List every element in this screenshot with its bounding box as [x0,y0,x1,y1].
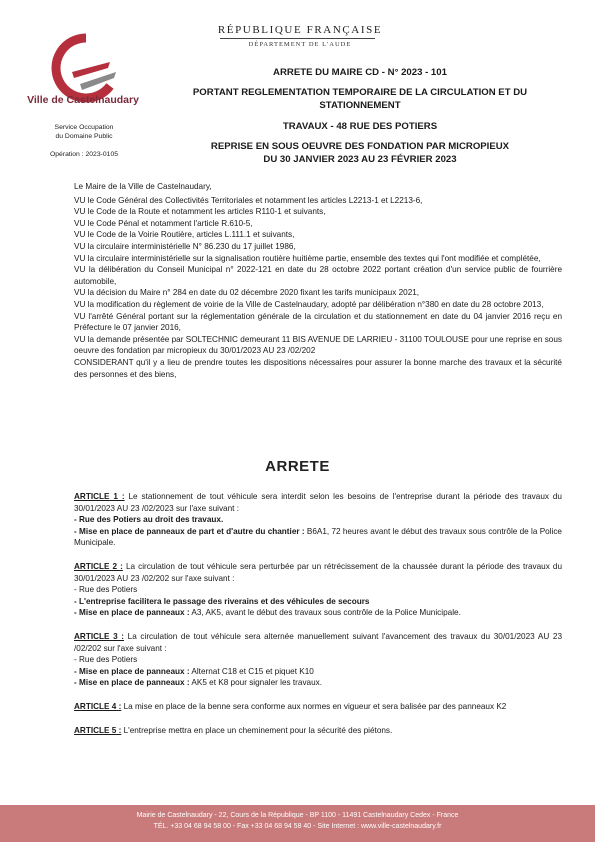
bullet-bold: - Mise en place de panneaux : [74,666,190,676]
vu-item: VU l'arrêté Général portant sur la réglementation générale de la circulation et du stationnement en date du 04 janvier 2016 reçu en Préfecture le 07 janvier 2016, [74,311,562,333]
bullet-text: A3, AK5, avant le début des travaux sous contrôle de la Police Municipale. [189,608,461,618]
vu-item: VU le Code de la Route et notamment les articles R110-1 et suivants, [74,207,326,217]
bullet-text: Alternat C18 et C15 et piquet K10 [189,666,314,676]
arrete-number: ARRETE DU MAIRE CD - N° 2023 - 101 [273,67,447,78]
vu-item: VU la circulaire interministérielle sur la signalisation routière huitième partie, ensemble des textes qui l'ont modifiée et complétée, [74,253,541,263]
article-2-bullet: - L'entreprise facilitera le passage des riverains et des véhicules de secours [74,596,370,606]
vu-item: VU la modification du règlement de voirie de la Ville de Castelnaudary, adopté par délibération n°380 en date du 28 octobre 2013, [74,299,544,309]
article-2 [74,561,562,584]
republique-heading: RÉPUBLIQUE FRANÇAISE [217,24,383,36]
bullet-text: B6A1, 72 heures avant le début des travaux sous contrôle de la Police Municipale. [74,526,562,548]
article-4 [74,701,562,713]
bullet-bold: - Mise en place de panneaux de part et d'autre du chantier : [74,526,305,536]
operation-number: Opération : 2023-0105 [49,151,119,158]
vu-item: VU le Code Général des Collectivités Territoriales et notamment les articles L2213-1 et L2213-6, [74,195,423,205]
footer-contact: TÉL. +33 04 68 94 58 00 - Fax +33 04 68 94 58 40 - Site Internet : www.ville-castelnaudary.fr [153,823,442,830]
travaux-title: TRAVAUX - 48 RUE DES POTIERS [282,121,438,132]
article-4-text: La mise en place de la benne sera conforme aux normes en vigueur et sera balisée par des panneaux K2 [121,701,507,711]
travaux-dates: DU 30 JANVIER 2023 AU 23 FÉVRIER 2023 [263,154,457,165]
considerant-item: CONSIDERANT qu'il y a lieu de prendre toutes les dispositions nécessaires pour assurer la bonne marche des travaux et la sécurité des personnes et des biens, [74,357,562,379]
vu-item: VU le Code Pénal et notamment l'article R.610-5, [74,218,253,228]
article-3-bullet [74,666,562,678]
subject-line-2: STATIONNEMENT [319,100,401,111]
travaux-description [150,140,570,166]
article-3-bullet [74,677,562,689]
vu-item: VU la circulaire interministérielle N° 86.230 du 17 juillet 1986, [74,241,296,251]
article-1-text: Le stationnement de tout véhicule sera interdit selon les besoins de l'entreprise durant la période des travaux du 30/01/2023 AU 23 /02/2023 sur l'axe suivant : [74,492,562,513]
article-2-label: ARTICLE 2 : [74,561,123,571]
footer-address: Mairie de Castelnaudary - 22, Cours de la République - BP 1100 - 11491 Castelnaudary Cedex - France [136,812,459,819]
preamble-intro: Le Maire de la Ville de Castelnaudary, [74,182,212,191]
article-1-bullet: - Rue des Potiers au droit des travaux. [74,515,224,525]
article-2-bullet [74,607,562,619]
departement-heading: DÉPARTEMENT DE L'AUDE [248,41,352,48]
bullet-text: AK5 et K8 pour signaler les travaux. [189,678,323,688]
article-2-bullet: - Rue des Potiers [74,585,138,595]
article-5-label: ARTICLE 5 : [74,725,122,735]
article-4-label: ARTICLE 4 : [74,701,122,711]
vu-item: VU la décision du Maire n° 284 en date du 02 décembre 2020 fixant les tarifs municipaux 2021, [74,288,420,298]
article-1 [74,491,562,514]
vu-item: VU le Code de la Voirie Routière, articles L.111.1 et suivants, [74,230,295,240]
arrete-heading: ARRETE [265,458,330,475]
article-3-text: La circulation de tout véhicule sera alternée manuellement suivant l'avancement des travaux du 30/01/2023 AU 23 /02/202 sur l'axe suivant : [74,631,562,653]
vu-item: VU la demande présentée par SOLTECHNIC demeurant 11 BIS AVENUE DE LARRIEU - 31100 TOULOUSE pour une reprise en sous oeuvre des fondation par micropieux du 30/01/2023 AU 23 /02/202 [74,334,562,356]
article-1-bullet [74,526,562,549]
article-1-label: ARTICLE 1 : [74,492,125,501]
article-3-bullet: - Rue des Potiers [74,655,138,665]
bullet-bold: - Mise en place de panneaux : [74,678,190,688]
travaux-line-1: REPRISE EN SOUS OEUVRE DES FONDATION PAR MICROPIEUX [210,141,510,152]
service-line-1: Service Occupation [54,124,114,131]
article-5-text: L'entreprise mettra en place un cheminement pour la sécurité des piétons. [121,725,393,735]
service-label [24,124,144,141]
vu-item: VU la délibération du Conseil Municipal n° 2022-121 en date du 28 octobre 2022 portant création d'un service public de fourrière automobile, [74,265,562,286]
article-3-label: ARTICLE 3 : [74,631,125,641]
articles [74,491,562,736]
preamble [74,181,562,380]
logo-city-name: Ville de Castelnaudary [27,94,139,106]
article-3 [74,631,562,654]
bullet-bold: - Mise en place de panneaux : [74,608,190,618]
arrete-subject [150,86,570,112]
article-5 [74,725,562,737]
header-divider [220,38,375,39]
article-2-text: La circulation de tout véhicule sera perturbée par un rétrécissement de la chaussée durant la période des travaux du 30/01/2023 AU 23 /02/202 sur l'axe suivant : [74,561,563,583]
service-line-2: du Domaine Public [55,132,113,140]
subject-line-1: PORTANT REGLEMENTATION TEMPORAIRE DE LA CIRCULATION ET DU [192,87,528,98]
